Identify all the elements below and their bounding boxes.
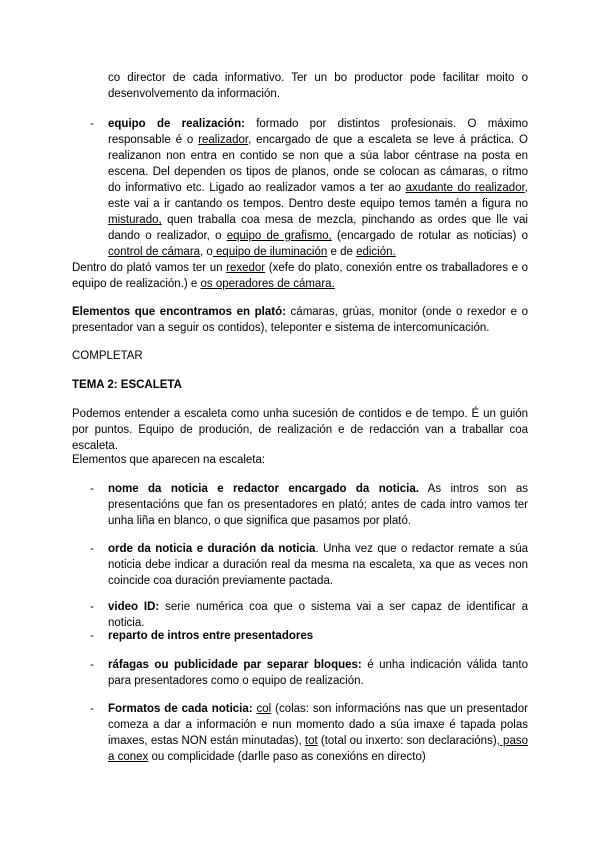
bullet-dash: - (90, 118, 94, 130)
underlined-term: axudante do realizador (405, 182, 525, 194)
text: cámaras, grúas, monitor (onde o rexedor e o presentador van a seguir os contidos), teleponter e sistema de intercomunicación. (72, 306, 528, 334)
underlined-term: control de cámara (108, 246, 201, 258)
underlined-term: realizador (198, 134, 249, 146)
text: ou complicidade (darlle paso as conexións en directo) (148, 751, 426, 763)
underlined-term: equipo de iluminación (212, 246, 328, 258)
list-item (108, 657, 528, 689)
item-term: orde da noticia e duración da noticia (108, 543, 316, 555)
paragraph-continuation: co director de cada informativo. Ter un bo productor pode facilitar moito o desenvolvemento da información. (108, 72, 528, 100)
text: (encargado de rotular as noticias) o (331, 230, 528, 242)
item-text: As intros son as presentacións que fan os presentadores en plató; antes de cada intro vamos ter unha liña en blanco, o que significa que pasamos por plató. (108, 483, 529, 527)
item-term: nome da noticia e redactor encargado da noticia. (108, 483, 419, 495)
term-elementos-plato: Elementos que encontramos en plató: (72, 306, 286, 318)
underlined-term: edición. (356, 246, 396, 258)
item-term: video ID: (108, 601, 160, 613)
item-term: reparto de intros entre presentadores (108, 630, 314, 642)
text: , encargado de que a escaleta se leve á práctica. O realizanon non entra en contido se non que a súa labor céntrase na posta en escena. Del dependen os tipos de planos, onde se colocan as cámaras, o ritmo do informativo etc. Ligado ao realizador vamos a ter ao (108, 134, 528, 194)
elementos-plato-paragraph (72, 304, 528, 336)
heading-text: TEMA 2: ESCALETA (72, 379, 182, 391)
bullet-dash: - (90, 543, 94, 555)
item-text: serie numérica coa que o sistema vai a ser capaz de identificar a noticia. (108, 601, 529, 629)
underlined-term: tot (304, 735, 318, 747)
equipo-realizacion-item (108, 116, 528, 260)
text: , este vai a ir cantando os tempos. Dentro deste equipo temos tamén a figura no (108, 182, 528, 210)
term-equipo-realizacion: equipo de realización: (108, 118, 245, 130)
text: quen traballa coa mesa de mezcla, pinchando as ordes que lle vai dando o realizador, o (108, 214, 528, 242)
text: (xefe do plato, conexión entre os traballadores e o equipo de realización.) e (72, 262, 529, 290)
completar-note: COMPLETAR (72, 350, 143, 362)
underlined-term: col (256, 703, 272, 715)
bullet-dash: - (90, 601, 94, 613)
list-item (108, 541, 528, 589)
underlined-term: rexedor (226, 262, 266, 274)
item-text: é unha indicación válida tanto para presentadores como o equipo de realización. (108, 659, 528, 687)
text: (total ou inxerto: son declaracións), (317, 735, 500, 747)
list-item (108, 628, 528, 644)
bullet-dash: - (90, 483, 94, 495)
list-item (108, 481, 528, 529)
bullet-dash: - (90, 630, 94, 642)
text: formado por distintos profesionais. O máximo responsable é o (108, 118, 528, 146)
underlined-term: os operadores de cámara. (200, 278, 335, 290)
bullet-dash: - (90, 659, 94, 671)
bullet-dash: - (90, 703, 94, 715)
item-text: . Unha vez que o redactor remate a súa noticia debe indicar a duración real da mesma na escaleta, xa que as veces non coincide coa duración previamente pactada. (108, 543, 528, 587)
underlined-term: equipo de grafismo, (226, 230, 332, 242)
term-formatos: Formatos de cada noticia: (108, 703, 253, 715)
plato-paragraph (72, 260, 528, 292)
underlined-term: misturado, (108, 214, 162, 226)
elementos-escaleta-label: Elementos que aparecen na escaleta: (72, 454, 266, 466)
item-term: ráfagas ou publicidade par separar bloques: (108, 659, 362, 671)
text: (colas: son informacións nas que un presentador comeza a dar a información e nun momento dado a súa imaxe é tapada polas imaxes, estas NON están minutadas), (108, 703, 528, 747)
text: Dentro do plató vamos ter un (72, 262, 227, 274)
formatos-item (108, 701, 528, 765)
underlined-term: paso a conex (108, 735, 528, 763)
section-heading (72, 377, 528, 393)
text: e de (327, 246, 357, 258)
text: , o (200, 246, 213, 258)
intro-paragraph: Podemos entender a escaleta como unha sucesión de contidos e de tempo. É un guión por puntos. Equipo de produción, de realización e de redacción van a traballar coa escaleta. (72, 408, 528, 452)
list-item (108, 599, 528, 631)
